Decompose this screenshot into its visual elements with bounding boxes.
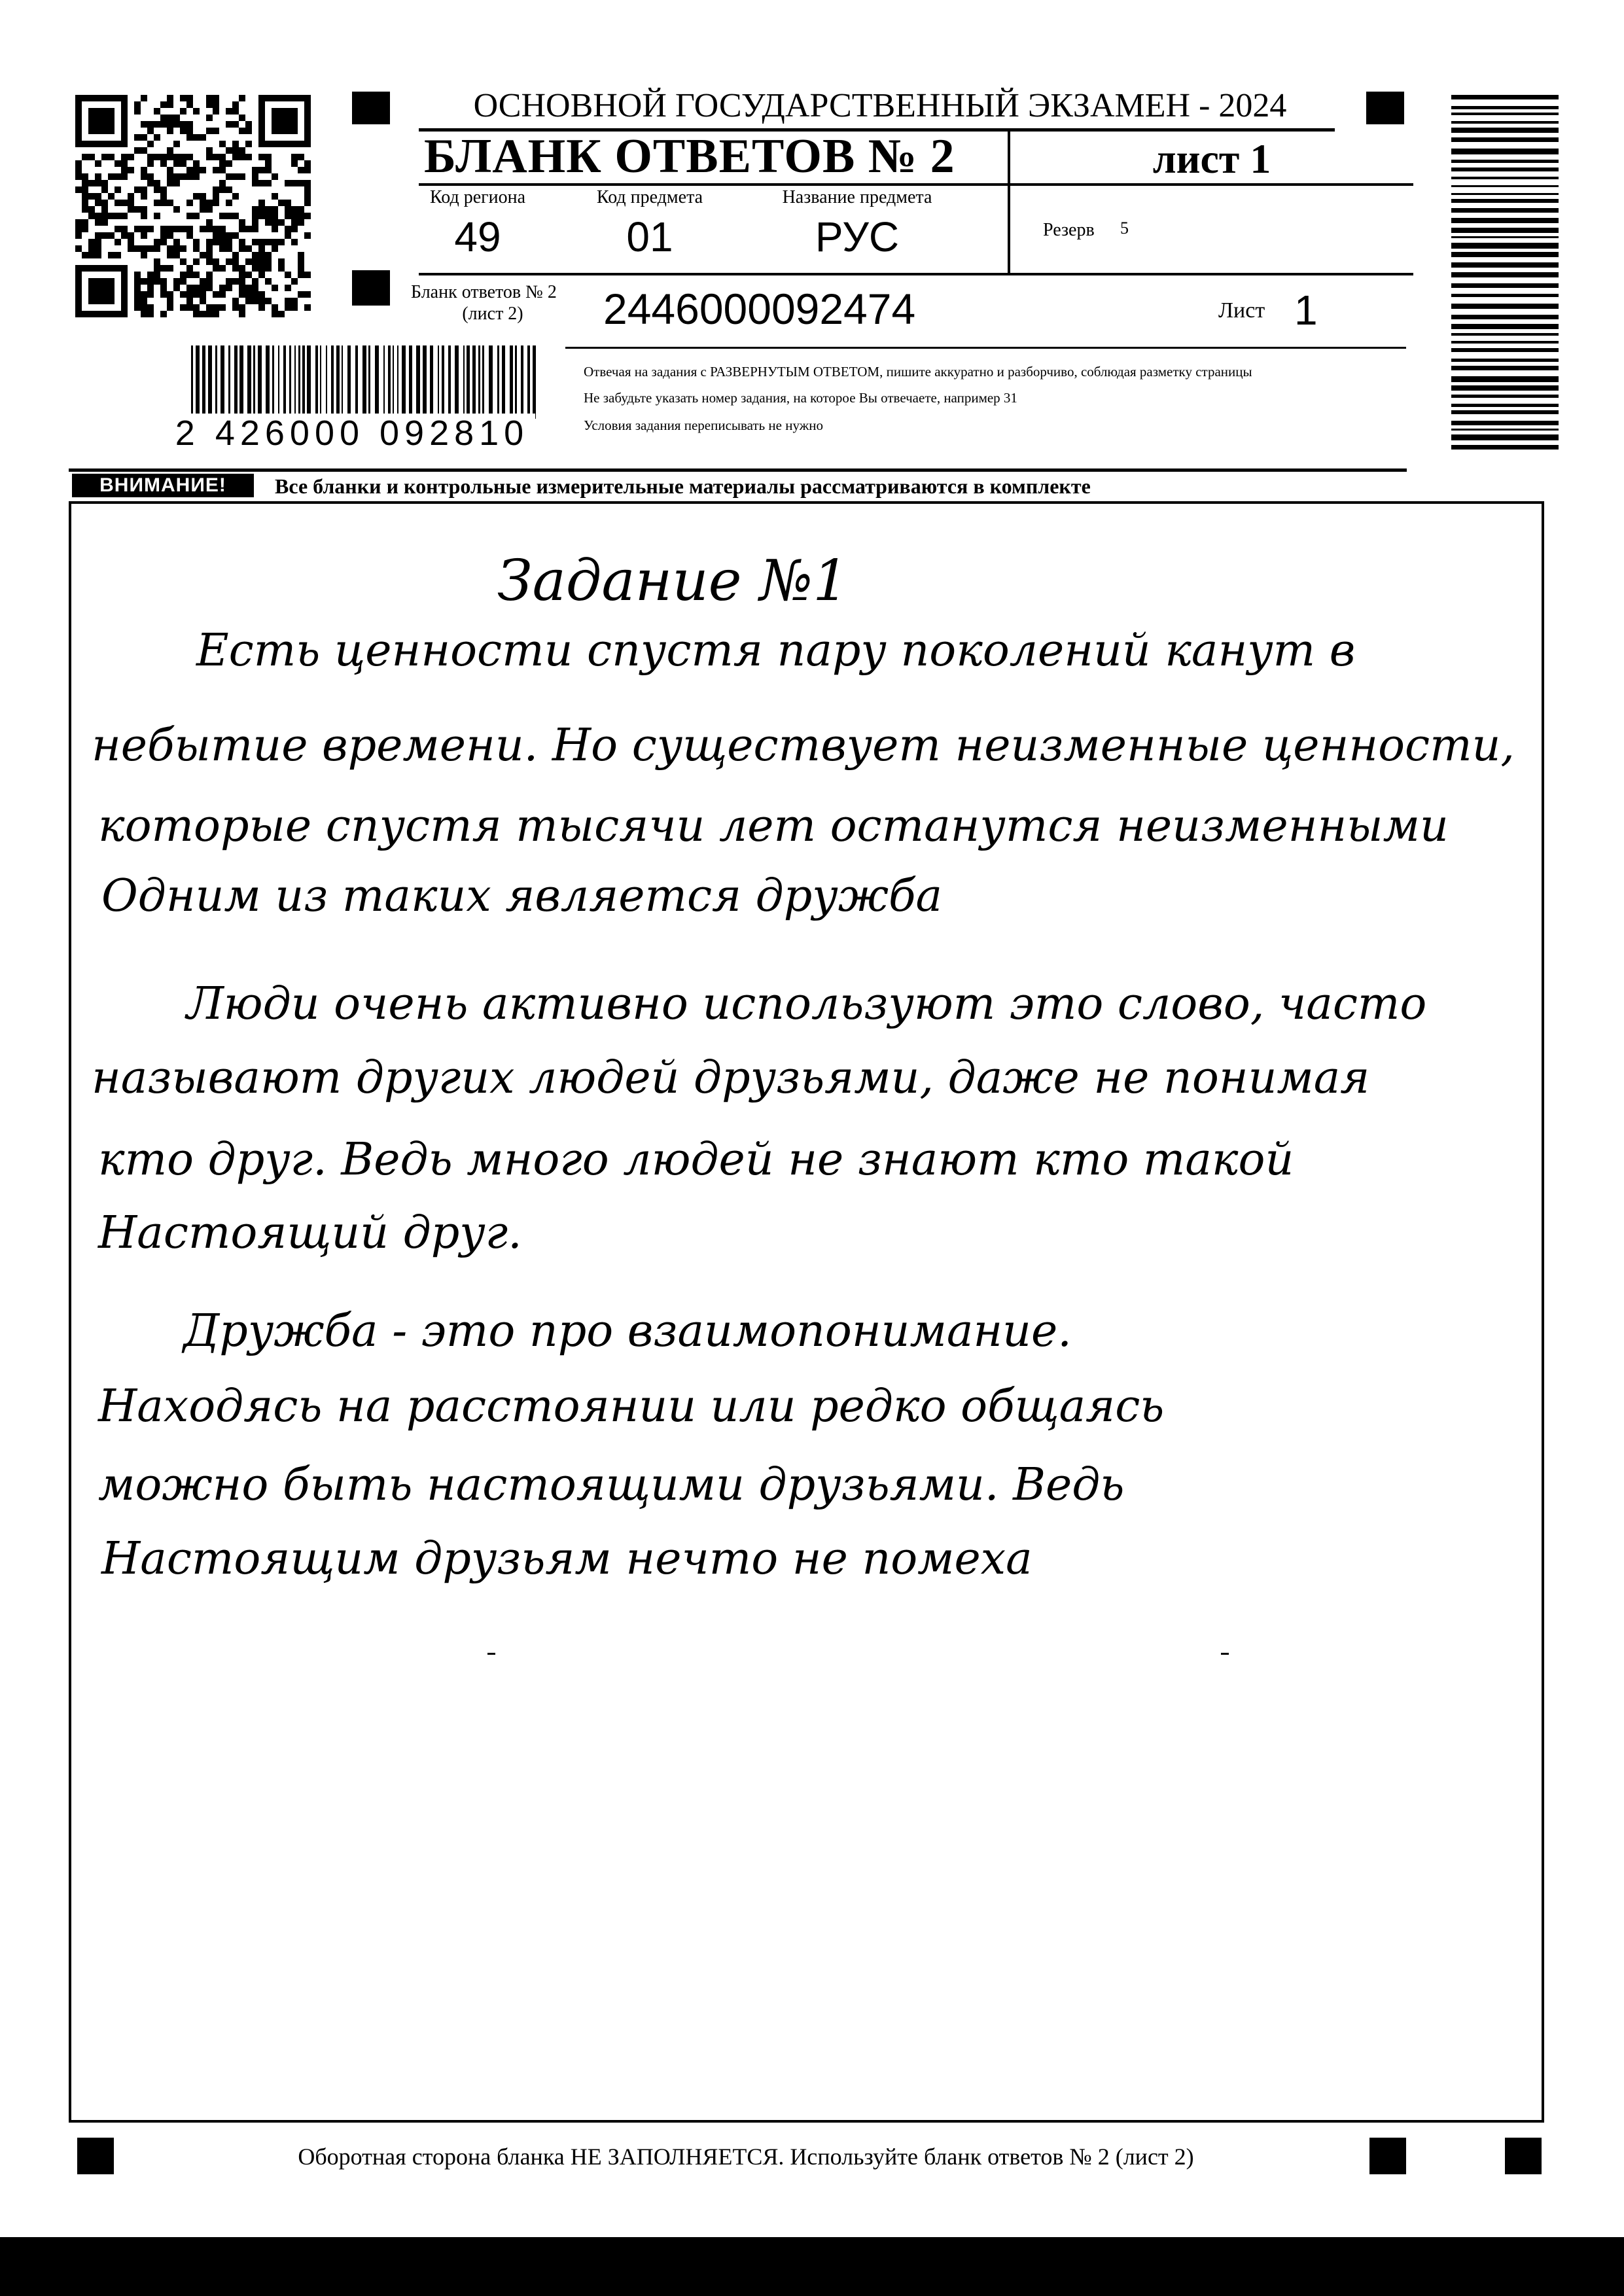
registration-mark	[77, 2138, 114, 2174]
answer-line: Настоящим друзьям нечто не помеха	[101, 1533, 1033, 1585]
side-barcode	[1451, 95, 1559, 455]
reserve-value: 5	[1120, 219, 1129, 238]
dash-mark	[487, 1653, 495, 1655]
region-code-value: 49	[454, 213, 501, 260]
answer-line: Есть ценности спустя пару поколений канут в	[196, 625, 1356, 677]
registration-mark	[1505, 2138, 1542, 2174]
answer-line: небытие времени. Но существует неизменные ценности,	[92, 720, 1515, 771]
answer-line: которые спустя тысячи лет останутся неизменными	[98, 800, 1449, 852]
next-form-label: Бланк ответов № 2	[411, 282, 557, 302]
sheet-value: 1	[1294, 287, 1318, 334]
sheet-title: лист 1	[1152, 135, 1271, 182]
answer-line: называют других людей друзьями, даже не понимая	[92, 1052, 1370, 1104]
registration-mark	[1369, 2138, 1406, 2174]
registration-mark	[352, 270, 390, 306]
answer-heading: Задание №1	[497, 548, 849, 614]
answer-line: можно быть настоящими друзьями. Ведь	[98, 1459, 1125, 1511]
answer-line: Дружба - это про взаимопонимание.	[183, 1305, 1072, 1357]
answer-line: Настоящий друг.	[98, 1207, 522, 1259]
instruction-line: Условия задания переписывать не нужно	[584, 417, 823, 433]
notice-text: Все бланки и контрольные измерительные материалы рассматриваются в комплекте	[275, 474, 1091, 498]
qr-code	[75, 95, 311, 317]
form-title: БЛАНК ОТВЕТОВ № 2	[424, 130, 955, 183]
instruction-line: Не забудьте указать номер задания, на которое Вы отвечаете, например 31	[584, 390, 1017, 406]
next-form-number: 2446000092474	[603, 285, 916, 333]
subject-name-label: Название предмета	[782, 187, 932, 207]
form-barcode	[191, 345, 538, 419]
next-form-sublabel: (лист 2)	[462, 304, 523, 324]
answer-line: Находясь на расстоянии или редко общаясь	[98, 1381, 1165, 1432]
sheet-label: Лист	[1218, 298, 1265, 323]
answer-line: Одним из таких является дружба	[101, 870, 943, 922]
reserve-label: Резерв	[1043, 220, 1095, 240]
footer-text: Оборотная сторона бланка НЕ ЗАПОЛНЯЕТСЯ. Используйте бланк ответов № 2 (лист 2)	[298, 2144, 1194, 2170]
subject-name-value: РУС	[815, 213, 900, 260]
dash-mark	[1221, 1653, 1229, 1655]
answer-line: Люди очень активно используют это слово, часто	[186, 978, 1427, 1030]
attention-badge: ВНИМАНИЕ!	[72, 474, 254, 497]
barcode-digits: 2 426000 092810	[169, 414, 535, 453]
exam-title: ОСНОВНОЙ ГОСУДАРСТВЕННЫЙ ЭКЗАМЕН - 2024	[473, 87, 1287, 124]
instruction-line: Отвечая на задания с РАЗВЕРНУТЫМ ОТВЕТОМ, пишите аккуратно и разборчиво, соблюдая разметку страницы	[584, 364, 1252, 380]
subject-code-label: Код предмета	[596, 187, 703, 207]
registration-mark	[352, 92, 390, 124]
registration-mark	[1366, 92, 1404, 124]
scan-border	[0, 2237, 1624, 2296]
subject-code-value: 01	[626, 213, 673, 260]
answer-line: кто друг. Ведь много людей не знают кто такой	[98, 1134, 1294, 1186]
region-code-label: Код региона	[429, 187, 526, 207]
